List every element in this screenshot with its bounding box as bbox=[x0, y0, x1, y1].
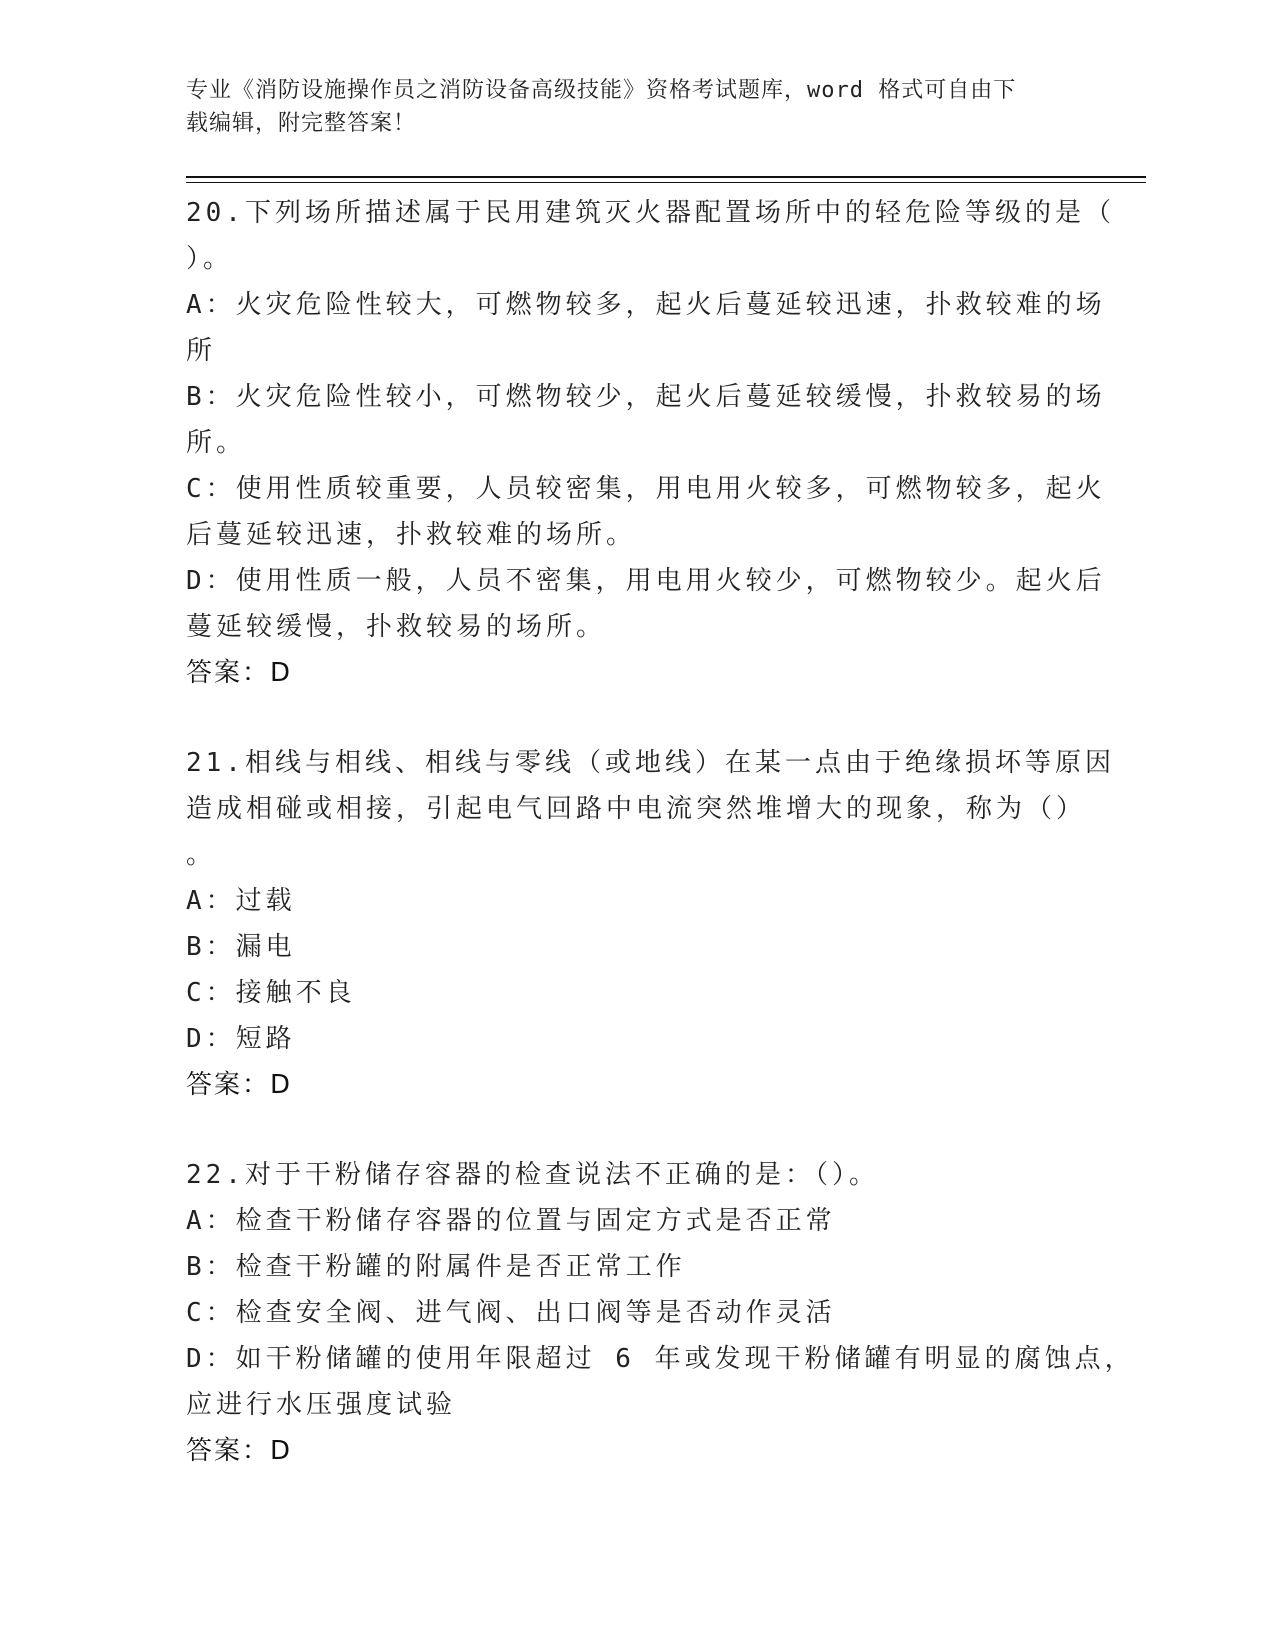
answer-line: 答案：D bbox=[186, 658, 293, 688]
header-divider-thick bbox=[186, 176, 1146, 178]
question-stem-line: 造成相碰或相接，引起电气回路中电流突然堆增大的现象，称为（） bbox=[186, 794, 1087, 824]
answer-line: 答案：D bbox=[186, 1070, 293, 1100]
answer-line: 答案：D bbox=[186, 1436, 293, 1466]
page-header bbox=[186, 74, 1066, 140]
option-line: C：使用性质较重要，人员较密集，用电用火较多，可燃物较多，起火 bbox=[186, 474, 1106, 504]
question-stem-line: 22.对于干粉储存容器的检查说法不正确的是：（）。 bbox=[186, 1160, 879, 1190]
option-line: D：如干粉储罐的使用年限超过 6 年或发现干粉储罐有明显的腐蚀点， bbox=[186, 1344, 1135, 1374]
question-block bbox=[186, 1152, 1135, 1474]
header-line-2: 载编辑，附完整答案！ bbox=[186, 111, 417, 136]
option-line: C：检查安全阀、进气阀、出口阀等是否动作灵活 bbox=[186, 1298, 836, 1328]
header-divider-thin bbox=[186, 182, 1146, 183]
option-line: 所 bbox=[186, 336, 217, 366]
option-line: C：接触不良 bbox=[186, 978, 356, 1008]
question-block bbox=[186, 190, 1115, 696]
question-stem-line: ）。 bbox=[186, 244, 234, 274]
option-line: D：使用性质一般，人员不密集，用电用火较少，可燃物较少。起火后 bbox=[186, 566, 1106, 596]
option-line: 应进行水压强度试验 bbox=[186, 1390, 457, 1420]
question-stem-line: 21.相线与相线、相线与零线（或地线）在某一点由于绝缘损坏等原因 bbox=[186, 748, 1115, 778]
option-line: 蔓延较缓慢，扑救较易的场所。 bbox=[186, 612, 607, 642]
question-stem-line: 。 bbox=[186, 840, 217, 870]
option-line: A：火灾危险性较大，可燃物较多，起火后蔓延较迅速，扑救较难的场 bbox=[186, 290, 1106, 320]
option-line: A：检查干粉储存容器的位置与固定方式是否正常 bbox=[186, 1206, 836, 1236]
option-line: A：过载 bbox=[186, 886, 296, 916]
option-line: D：短路 bbox=[186, 1024, 296, 1054]
option-line: B：检查干粉罐的附属件是否正常工作 bbox=[186, 1252, 686, 1282]
header-line-1: 专业《消防设施操作员之消防设备高级技能》资格考试题库，word 格式可自由下 bbox=[186, 78, 1017, 103]
question-block bbox=[186, 740, 1115, 1108]
question-stem-line: 20.下列场所描述属于民用建筑灭火器配置场所中的轻危险等级的是（ bbox=[186, 198, 1115, 228]
option-line: 所。 bbox=[186, 428, 247, 458]
option-line: B：火灾危险性较小，可燃物较少，起火后蔓延较缓慢，扑救较易的场 bbox=[186, 382, 1106, 412]
question-list bbox=[186, 190, 1135, 1518]
option-line: B：漏电 bbox=[186, 932, 296, 962]
option-line: 后蔓延较迅速，扑救较难的场所。 bbox=[186, 520, 637, 550]
